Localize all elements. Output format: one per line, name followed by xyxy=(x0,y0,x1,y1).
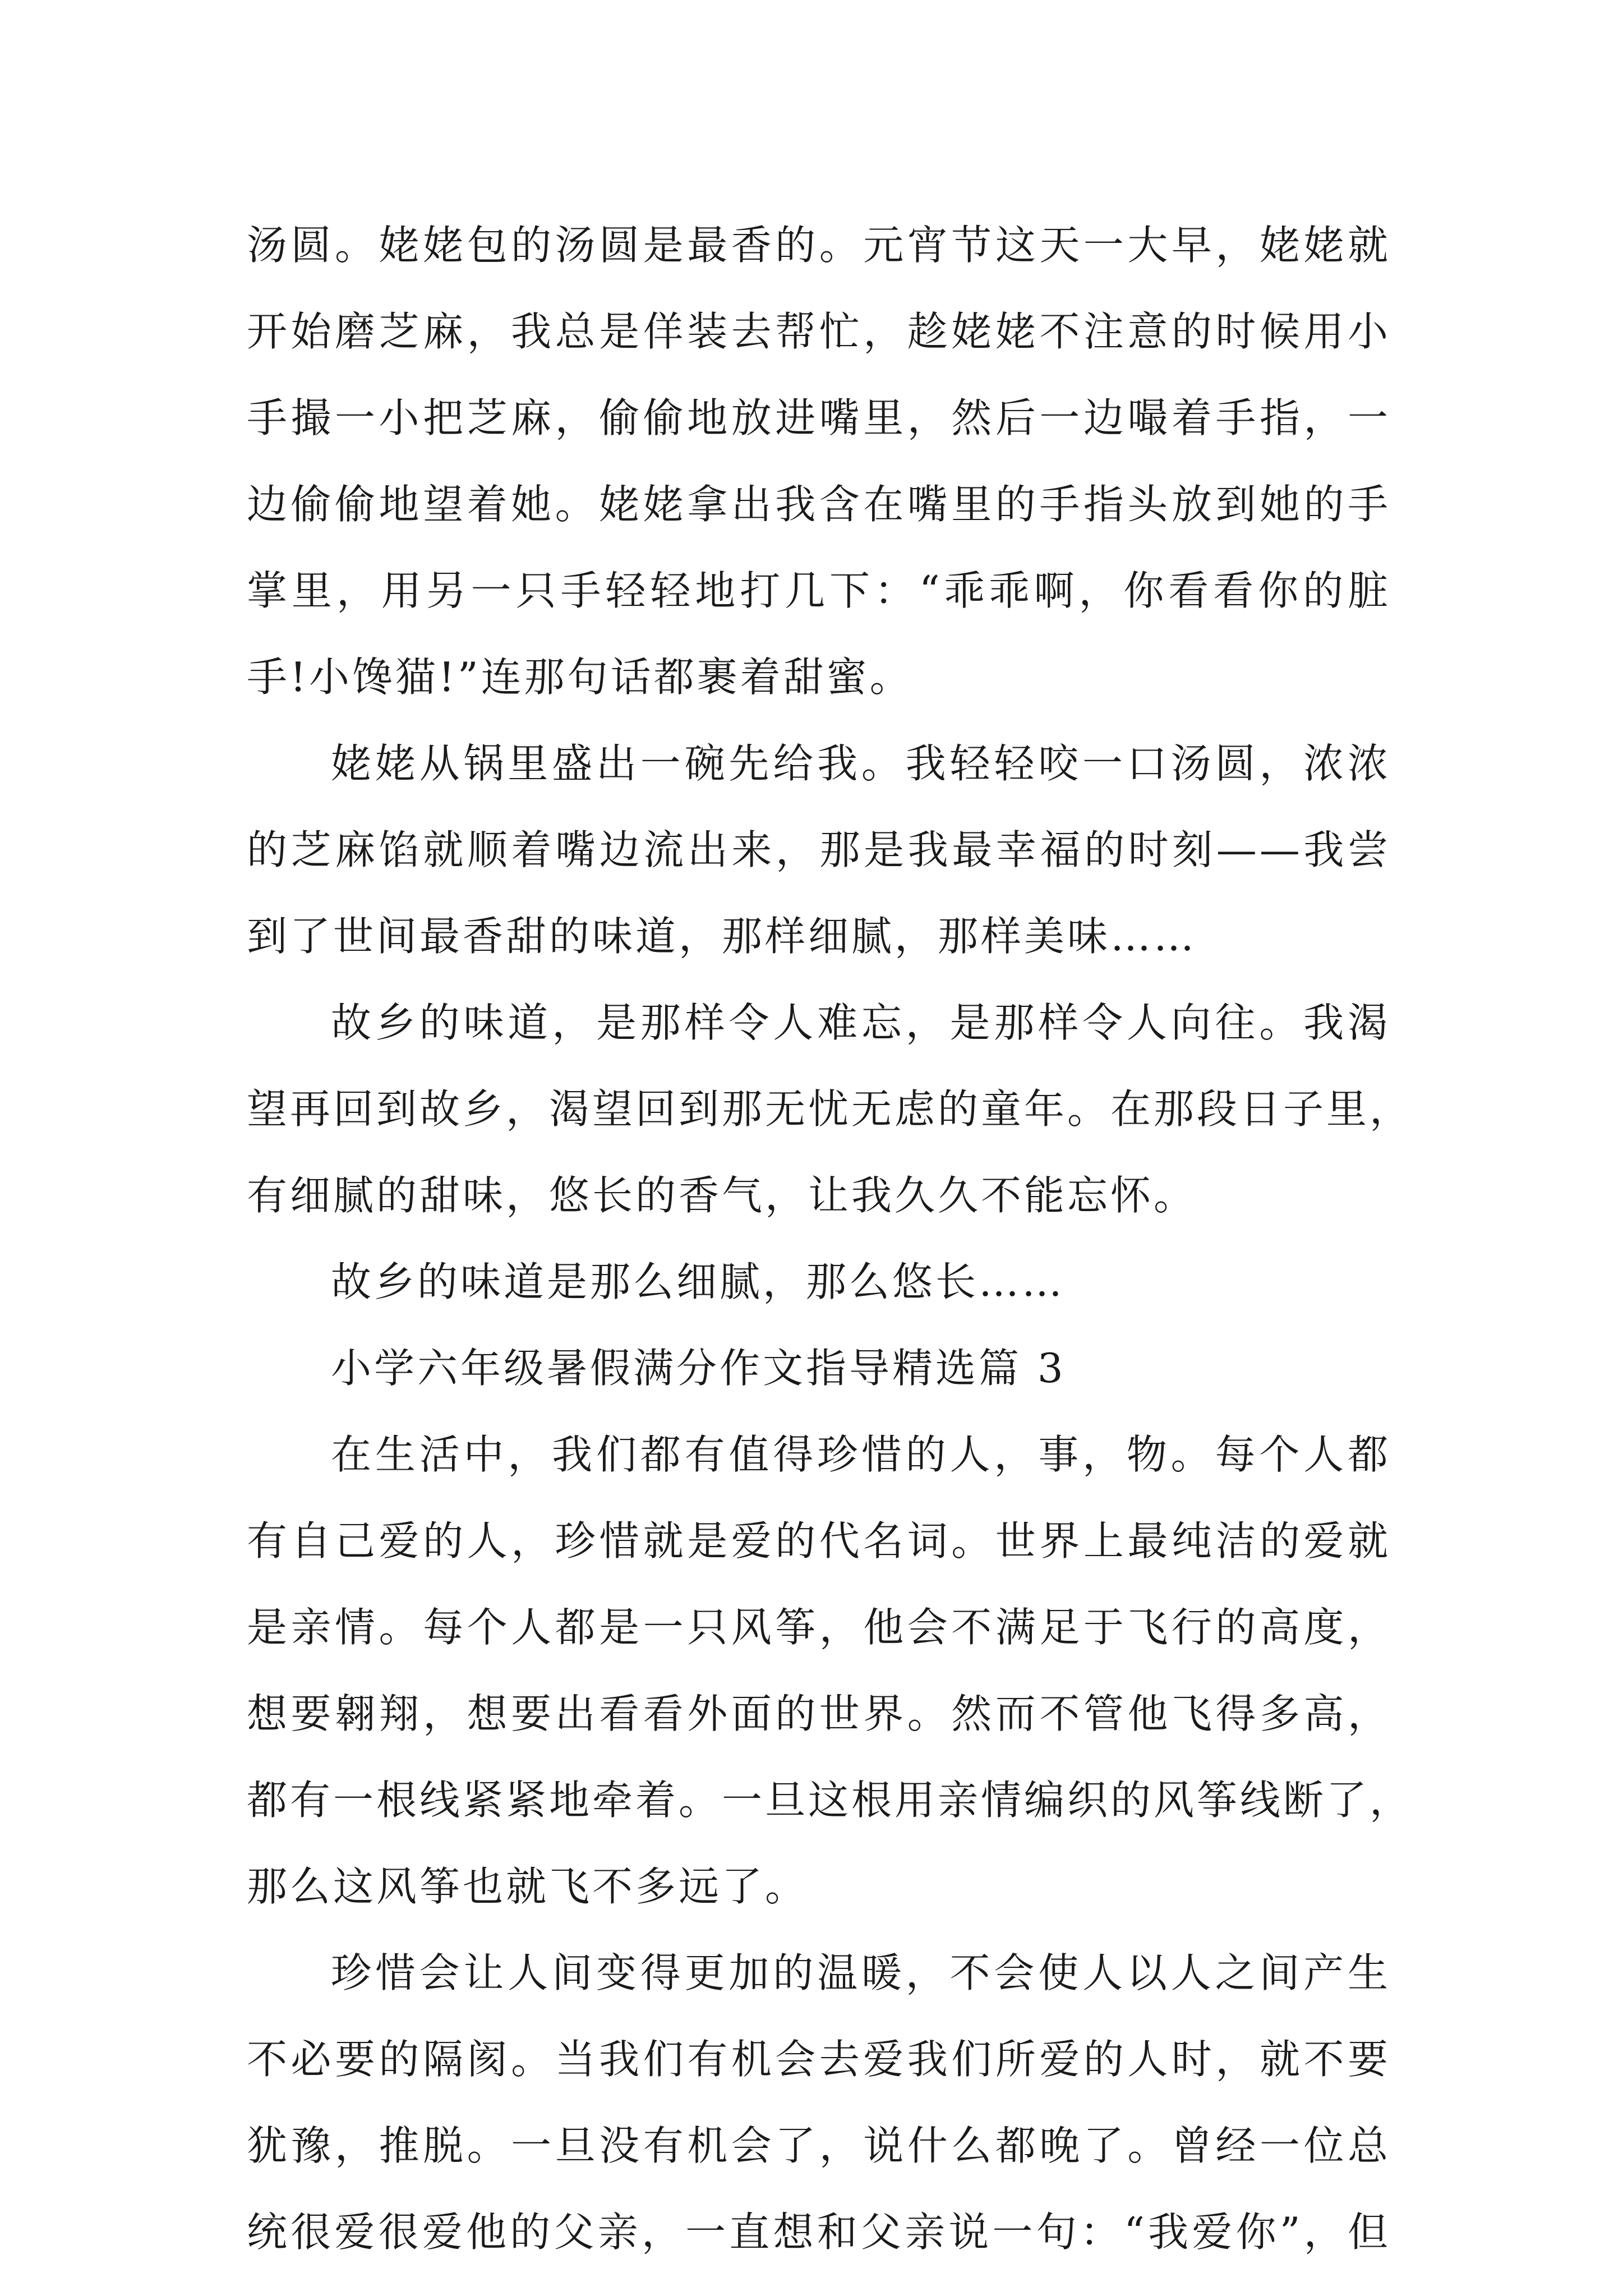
text-line: 是亲情。每个人都是一只风筝，他会不满足于飞行的高度， xyxy=(247,1604,1391,1651)
text-line: 开始磨芝麻，我总是佯装去帮忙，趁姥姥不注意的时候用小 xyxy=(247,308,1391,355)
text-line: 姥姥从锅里盛出一碗先给我。我轻轻咬一口汤圆，浓浓 xyxy=(331,740,1391,787)
text-line: 想要翱翔，想要出看看外面的世界。然而不管他飞得多高， xyxy=(247,1690,1391,1737)
text-line: 望再回到故乡，渴望回到那无忧无虑的童年。在那段日子里， xyxy=(247,1085,1413,1133)
text-line: 故乡的味道是那么细腻，那么悠长…… xyxy=(331,1258,1066,1305)
text-line: 都有一根线紧紧地牵着。一旦这根用亲情编织的风筝线断了， xyxy=(247,1777,1413,1824)
text-line: 到了世间最香甜的味道，那样细腻，那样美味…… xyxy=(247,913,1197,960)
body-text xyxy=(247,202,1413,2275)
text-line: 犹豫，推脱。一旦没有机会了，说什么都晚了。曾经一位总 xyxy=(247,2122,1391,2169)
text-line: 边偷偷地望着她。姥姥拿出我含在嘴里的手指头放到她的手 xyxy=(247,481,1391,528)
text-line: 珍惜会让人间变得更加的温暖，不会使人以人之间产生 xyxy=(331,1949,1391,1996)
text-line: 不必要的隔阂。当我们有机会去爱我们所爱的人时，就不要 xyxy=(247,2036,1391,2083)
text-line: 掌里，用另一只手轻轻地打几下：“乖乖啊，你看看你的脏 xyxy=(247,567,1391,614)
text-line: 故乡的味道，是那样令人难忘，是那样令人向往。我渴 xyxy=(331,999,1391,1046)
text-line: 汤圆。姥姥包的汤圆是最香的。元宵节这天一大早，姥姥就 xyxy=(247,222,1391,269)
text-line: 那么这风筝也就飞不多远了。 xyxy=(247,1863,809,1910)
text-line: 有自己爱的人，珍惜就是爱的代名词。世界上最纯洁的爱就 xyxy=(247,1517,1391,1565)
text-line: 小学六年级暑假满分作文指导精选篇 3 xyxy=(331,1345,1066,1392)
text-line: 统很爱很爱他的父亲，一直想和父亲说一句：“我爱你”，但 xyxy=(247,2208,1391,2256)
text-line: 有细腻的甜味，悠长的香气，让我久久不能忘怀。 xyxy=(247,1172,1197,1219)
text-line: 的芝麻馅就顺着嘴边流出来，那是我最幸福的时刻——我尝 xyxy=(247,826,1391,873)
text-line: 在生活中，我们都有值得珍惜的人，事，物。每个人都 xyxy=(331,1431,1391,1478)
text-line: 手撮一小把芝麻，偷偷地放进嘴里，然后一边嘬着手指，一 xyxy=(247,394,1391,441)
text-line: 手!小馋猫!”连那句话都裹着甜蜜。 xyxy=(247,654,913,701)
